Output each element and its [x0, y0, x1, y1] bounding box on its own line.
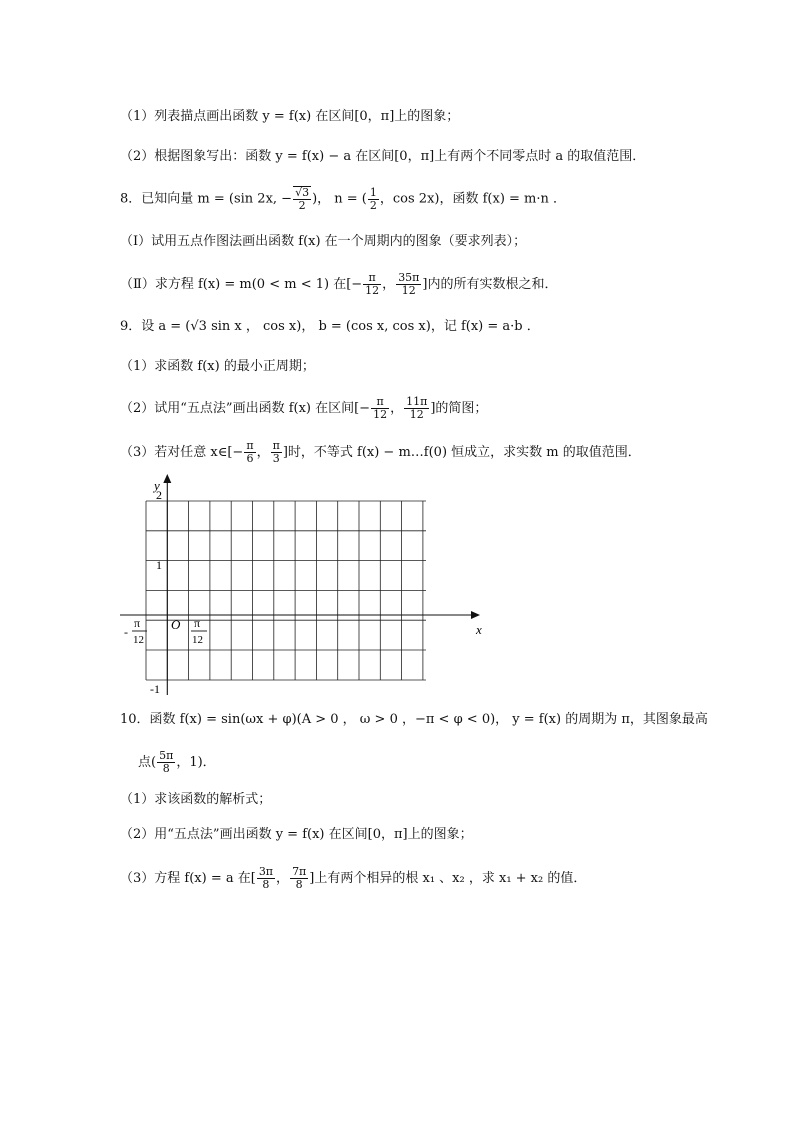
pi-numerator: π [194, 616, 201, 630]
neg-sign: - [124, 625, 128, 639]
frac-den: 3 [272, 452, 280, 465]
p8-frac-35pi-12 [396, 272, 421, 297]
grid-lines [146, 501, 426, 680]
origin-label: O [171, 617, 181, 632]
frac-den: 6 [246, 452, 254, 465]
p8-frac-sqrt3-2 [293, 186, 311, 212]
p9-heading: 9．设 a = (√3 sin x ， cos x)， b = (cos x, cos x)，记 f(x) = a·b ． [120, 319, 540, 334]
frac-den: 2 [298, 199, 306, 212]
p8-q1: （Ⅰ）试用五点作图法画出函数 f(x) 在一个周期内的图象（要求列表）； [120, 234, 527, 249]
x-axis-label: x [476, 622, 482, 637]
frac-num: π [272, 439, 280, 452]
p10-q3-a: （3）方程 f(x) = a 在[ [120, 871, 256, 886]
frac-den: 12 [409, 408, 424, 421]
p8-q2-b: ， [382, 277, 396, 292]
frac-num: 35π [398, 271, 420, 284]
coordinate-grid-figure [110, 470, 490, 705]
pi-denominator: 12 [192, 634, 203, 646]
p8-q2 [120, 272, 558, 297]
frac-num: √3 [295, 186, 310, 199]
frac-den: 8 [262, 878, 270, 891]
p10-heading: 10．函数 f(x) = sin(ωx + φ)(A > 0 ， ω > 0 ，−π < φ < 0)， y = f(x) 的周期为 π，其图象最高 [120, 712, 708, 727]
frac-den: 8 [295, 878, 303, 891]
tick-label-2: 2 [156, 488, 162, 502]
p10-frac-5pi-8 [157, 750, 175, 775]
p10-q2: （2）用“五点法”画出函数 y = f(x) 在区间[0，π]上的图象； [120, 827, 473, 842]
p9-q3-a: （3）若对任意 x∈[− [120, 445, 244, 460]
p9-frac-pi-3 [271, 440, 282, 465]
frac-num: 5π [159, 749, 174, 762]
tick-label-neg1: -1 [150, 682, 160, 696]
y-axis-label: y [154, 478, 160, 493]
p8-q2-a: （Ⅱ）求方程 f(x) = m(0 < m < 1) 在[− [120, 277, 363, 292]
p8-q2-c: ]内的所有实数根之和． [422, 277, 558, 292]
p9-frac-pi-12 [371, 396, 389, 421]
p7-q2: （2）根据图象写出：函数 y = f(x) − a 在区间[0，π]上有两个不同零点时 a 的取值范围． [120, 149, 646, 164]
p10-q3 [120, 866, 586, 891]
p8-head-a: 8．已知向量 m = (sin 2x, − [120, 191, 293, 207]
p8-head-c: ，cos 2x)，函数 f(x) = m·n ． [379, 191, 567, 207]
frac-num: 1 [369, 185, 377, 199]
p9-q1: （1）求函数 f(x) 的最小正周期； [120, 359, 315, 374]
frac-num: π [246, 439, 254, 452]
neg-pi-denominator: 12 [133, 634, 144, 646]
tick-label-1: 1 [156, 558, 162, 572]
p9-q2 [120, 396, 487, 421]
frac-num: 7π [292, 865, 307, 878]
p10-point [138, 750, 216, 775]
frac-num: 11π [406, 395, 428, 408]
p9-q2-c: ]的简图； [430, 401, 488, 416]
y-axis-arrow [163, 474, 171, 483]
p9-q3 [120, 440, 641, 465]
p8-heading [120, 186, 566, 212]
p9-frac-pi-6 [244, 440, 255, 465]
p9-q3-b: ， [256, 445, 270, 460]
frac-num: 3π [258, 865, 274, 878]
p9-q3-c: ]时，不等式 f(x) − m…f(0) 恒成立，求实数 m 的取值范围． [282, 445, 641, 460]
p9-frac-11pi-12 [404, 396, 429, 421]
p8-head-b: )， n = ( [312, 191, 367, 207]
p10-q1: （1）求该函数的解析式； [120, 792, 272, 807]
frac-den: 12 [365, 284, 380, 297]
frac-num: π [371, 396, 389, 409]
frac-den: 12 [401, 284, 416, 297]
frac-den: 8 [162, 762, 170, 775]
p10-point-a: 点( [138, 755, 157, 770]
p10-point-b: ，1)． [176, 755, 216, 770]
p8-frac-1-2 [368, 187, 379, 212]
p8-frac-pi-12 [363, 272, 381, 297]
frac-num: π [363, 272, 381, 285]
p9-q2-a: （2）试用“五点法”画出函数 f(x) 在区间[− [120, 401, 371, 416]
x-axis-arrow [471, 611, 480, 619]
p9-q2-b: ， [390, 401, 404, 416]
neg-pi-numerator: π [134, 616, 141, 630]
p10-frac-7pi-8 [290, 866, 308, 891]
frac-den: 12 [373, 408, 388, 421]
p10-q3-c: ]上有两个相异的根 x₁ 、x₂ ，求 x₁ + x₂ 的值． [309, 871, 587, 886]
p7-q1: （1）列表描点画出函数 y = f(x) 在区间[0，π]上的图象； [120, 109, 460, 124]
frac-den: 2 [369, 198, 377, 212]
p10-frac-3pi-8 [257, 866, 275, 891]
p10-q3-b: ， [276, 871, 290, 886]
